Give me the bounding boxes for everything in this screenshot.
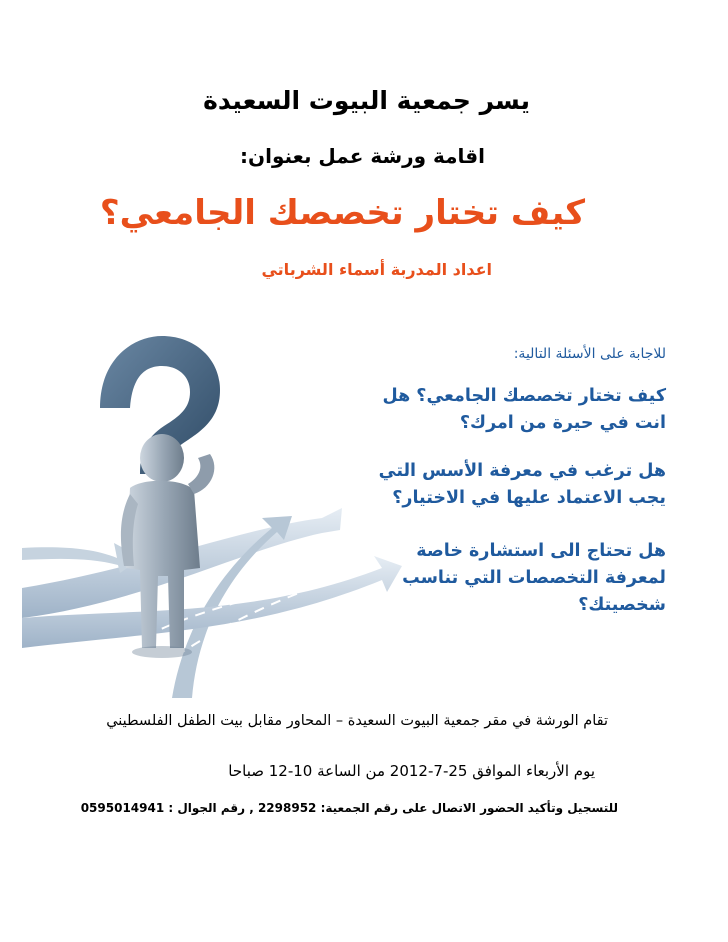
presenter-line: اعداد المدربة أسماء الشرباتي — [261, 260, 492, 279]
contact-line: للتسجيل وتأكيد الحضور الاتصال على رقم الجمعية: 2298952 , رقم الجوال : 0595014941 — [80, 801, 618, 815]
question-item: هل تحتاج الى استشارة خاصة لمعرفة التخصصات التي تناسب شخصيتك؟ — [402, 541, 666, 615]
workshop-title: كيف تختار تخصصك الجامعي؟ — [99, 193, 585, 233]
person-head — [140, 434, 184, 482]
datetime-line: يوم الأربعاء الموافق 25-7-2012 من الساعة 10-12 صباحا — [228, 762, 595, 780]
announce-line: اقامة ورشة عمل بعنوان: — [240, 144, 485, 168]
question-item: كيف تختار تخصصك الجامعي؟ هل انت في حيرة من امرك؟ — [382, 386, 666, 433]
questions-intro: للاجابة على الأسئلة التالية: — [513, 346, 666, 362]
question-man-crossroads-icon — [22, 318, 402, 703]
sponsor-line: يسر جمعية البيوت السعيدة — [203, 86, 530, 115]
question-item: هل ترغب في معرفة الأسس التي يجب الاعتماد عليها في الاختيار؟ — [378, 461, 666, 508]
venue-line: تقام الورشة في مقر جمعية البيوت السعيدة – المحاور مقابل بيت الطفل الفلسطيني — [106, 713, 608, 729]
